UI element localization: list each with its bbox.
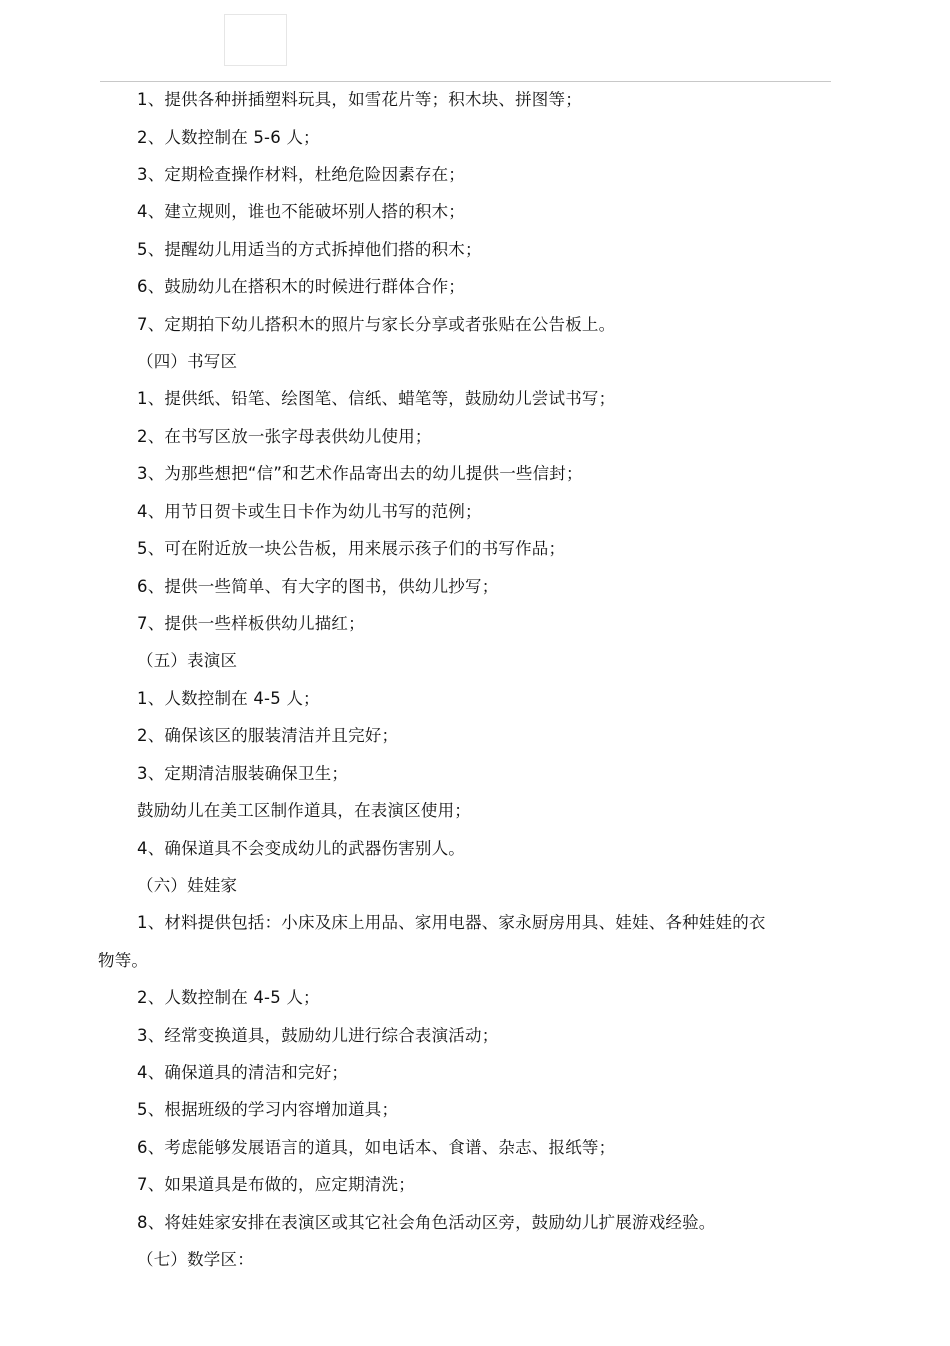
list-item: 7、定期拍下幼儿搭积木的照片与家长分享或者张贴在公告板上。 [137,315,616,334]
list-item: 4、用节日贺卡或生日卡作为幼儿书写的范例； [137,502,482,521]
list-item: 1、提供纸、铅笔、绘图笔、信纸、蜡笔等，鼓励幼儿尝试书写； [137,389,616,408]
list-item: 5、根据班级的学习内容增加道具； [137,1100,399,1119]
list-item: 1、材料提供包括：小床及床上用品、家用电器、家永厨房用具、娃娃、各种娃娃的衣 [137,913,766,932]
section-heading: （四）书写区 [137,352,238,371]
list-item: 8、将娃娃家安排在表演区或其它社会角色活动区旁，鼓励幼儿扩展游戏经验。 [137,1213,716,1232]
list-item: 2、确保该区的服装清洁并且完好； [137,726,399,745]
list-item: 6、鼓励幼儿在搭积木的时候进行群体合作； [137,277,465,296]
list-item: 3、经常变换道具，鼓励幼儿进行综合表演活动； [137,1026,499,1045]
list-item: 4、建立规则，谁也不能破坏别人搭的积木； [137,202,465,221]
list-item: 鼓励幼儿在美工区制作道具，在表演区使用； [137,801,471,820]
list-item: 1、人数控制在 4-5 人； [137,689,320,708]
list-item-continuation: 物等。 [98,951,149,970]
list-item: 7、提供一些样板供幼儿描红； [137,614,365,633]
list-item: 2、人数控制在 5-6 人； [137,128,320,147]
section-heading: （六）娃娃家 [137,876,238,895]
list-item: 3、定期清洁服装确保卫生； [137,764,349,783]
list-item: 3、为那些想把“信”和艺术作品寄出去的幼儿提供一些信封； [137,464,583,483]
section-heading: （七）数学区： [137,1250,254,1269]
section-heading: （五）表演区 [137,651,238,670]
list-item: 5、提醒幼儿用适当的方式拆掉他们搭的积木； [137,240,482,259]
list-item: 1、提供各种拼插塑料玩具，如雪花片等；积木块、拼图等； [137,90,582,109]
list-item: 6、考虑能够发展语言的道具，如电话本、食谱、杂志、报纸等； [137,1138,616,1157]
list-item: 6、提供一些简单、有大字的图书，供幼儿抄写； [137,577,499,596]
list-item: 2、在书写区放一张字母表供幼儿使用； [137,427,432,446]
list-item: 7、如果道具是布做的，应定期清洗； [137,1175,415,1194]
list-item: 4、确保道具不会变成幼儿的武器伤害别人。 [137,839,465,858]
list-item: 3、定期检查操作材料，杜绝危险因素存在； [137,165,465,184]
list-item: 4、确保道具的清洁和完好； [137,1063,349,1082]
list-item: 5、可在附近放一块公告板，用来展示孩子们的书写作品； [137,539,566,558]
list-item: 2、人数控制在 4-5 人； [137,988,320,1007]
